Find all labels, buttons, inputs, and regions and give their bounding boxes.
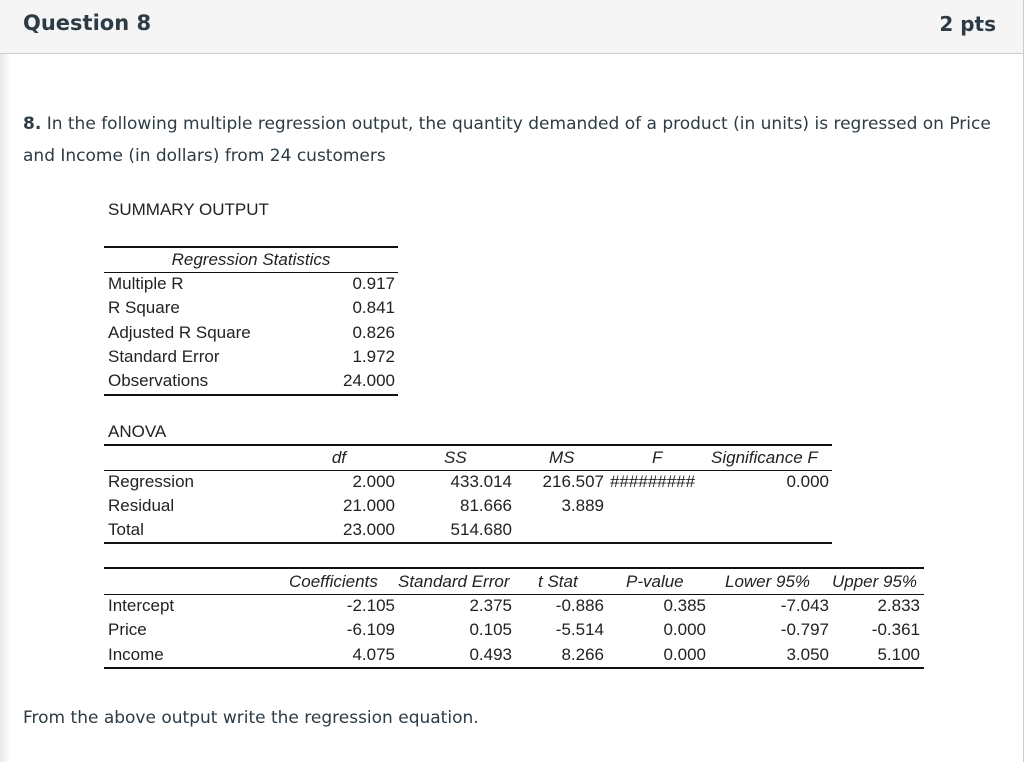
coef-cell-upper: 2.833 <box>877 596 920 615</box>
regstats-header-rule <box>104 272 398 273</box>
regstats-value: 0.917 <box>352 274 395 293</box>
anova-header-ms: MS <box>549 448 575 467</box>
coef-header-upper: Upper 95% <box>832 572 918 591</box>
coef-header-lower: Lower 95% <box>725 572 811 591</box>
question-header <box>0 0 1023 54</box>
anova-cell-df: 2.000 <box>352 472 395 491</box>
anova-cell-f: ######### <box>610 472 696 491</box>
question-body: In the following multiple regression output, the quantity demanded of a product (in units) is regressed on Price and Income (in dollars) from 24 customers <box>23 114 991 166</box>
anova-row-label: Regression <box>108 472 194 491</box>
regstats-top-rule <box>104 246 398 248</box>
coef-cell-se: 2.375 <box>469 596 512 615</box>
coef-header-coefficients: Coefficients <box>289 572 378 591</box>
coef-bottom-rule <box>104 667 924 669</box>
coef-header-pvalue: P-value <box>626 572 684 591</box>
coef-cell-pvalue: 0.000 <box>663 645 706 664</box>
anova-bottom-rule <box>104 542 832 544</box>
coef-cell-lower: -0.797 <box>780 620 829 639</box>
question-title: Question 8 <box>23 11 152 35</box>
left-shadow <box>0 54 10 762</box>
question-text <box>23 108 1003 172</box>
coef-cell-se: 0.105 <box>469 620 512 639</box>
coef-header-rule <box>104 594 924 595</box>
anova-cell-sig: 0.000 <box>786 472 829 491</box>
coef-cell-pvalue: 0.000 <box>663 620 706 639</box>
coef-cell-tstat: 8.266 <box>561 645 604 664</box>
anova-cell-df: 21.000 <box>343 496 395 515</box>
anova-header-rule <box>104 470 832 471</box>
coef-header-tstat: t Stat <box>538 572 578 591</box>
coef-top-rule <box>104 567 924 569</box>
coef-cell-se: 0.493 <box>469 645 512 664</box>
question-number: 8. <box>23 114 42 134</box>
regstats-label: R Square <box>108 298 180 317</box>
anova-cell-ss: 433.014 <box>450 472 512 491</box>
regstats-label: Multiple R <box>108 274 184 293</box>
summary-output-title: SUMMARY OUTPUT <box>108 200 269 219</box>
regstats-value: 0.841 <box>352 298 395 317</box>
coef-cell-upper: 5.100 <box>877 645 920 664</box>
anova-cell-ss: 81.666 <box>460 496 512 515</box>
anova-cell-ms: 3.889 <box>561 496 604 515</box>
coef-cell-pvalue: 0.385 <box>663 596 706 615</box>
coef-cell-coef: -2.105 <box>346 596 395 615</box>
anova-header-sig: Significance F <box>711 448 818 467</box>
regstats-value: 0.826 <box>352 323 395 342</box>
anova-cell-ms: 216.507 <box>542 472 604 491</box>
coef-cell-lower: -7.043 <box>780 596 829 615</box>
coef-cell-coef: -6.109 <box>346 620 395 639</box>
coef-header-se: Standard Error <box>398 572 510 591</box>
anova-header-f: F <box>652 448 663 467</box>
coef-row-label: Income <box>108 645 164 664</box>
regstats-value: 1.972 <box>352 347 395 366</box>
question-prompt: From the above output write the regression equation. <box>23 708 479 728</box>
anova-cell-ss: 514.680 <box>450 520 512 539</box>
anova-row-label: Residual <box>108 496 175 515</box>
coef-row-label: Price <box>108 620 147 639</box>
regstats-value: 24.000 <box>343 371 395 390</box>
anova-cell-df: 23.000 <box>343 520 395 539</box>
regstats-header: Regression Statistics <box>171 250 331 269</box>
coef-cell-upper: -0.361 <box>871 620 920 639</box>
coef-cell-coef: 4.075 <box>352 645 395 664</box>
coef-cell-tstat: -0.886 <box>555 596 604 615</box>
regstats-label: Adjusted R Square <box>108 323 251 342</box>
anova-title: ANOVA <box>108 422 167 441</box>
coef-cell-lower: 3.050 <box>786 645 829 664</box>
anova-top-rule <box>104 444 832 446</box>
anova-header-df: df <box>331 448 346 467</box>
anova-header-ss: SS <box>444 448 467 467</box>
question-points: 2 pts <box>939 12 996 36</box>
regstats-label: Standard Error <box>108 347 220 366</box>
anova-row-label: Total <box>108 520 144 539</box>
regstats-label: Observations <box>108 371 209 390</box>
coef-cell-tstat: -5.514 <box>555 620 604 639</box>
coef-row-label: Intercept <box>108 596 175 615</box>
regstats-bottom-rule <box>104 394 398 396</box>
